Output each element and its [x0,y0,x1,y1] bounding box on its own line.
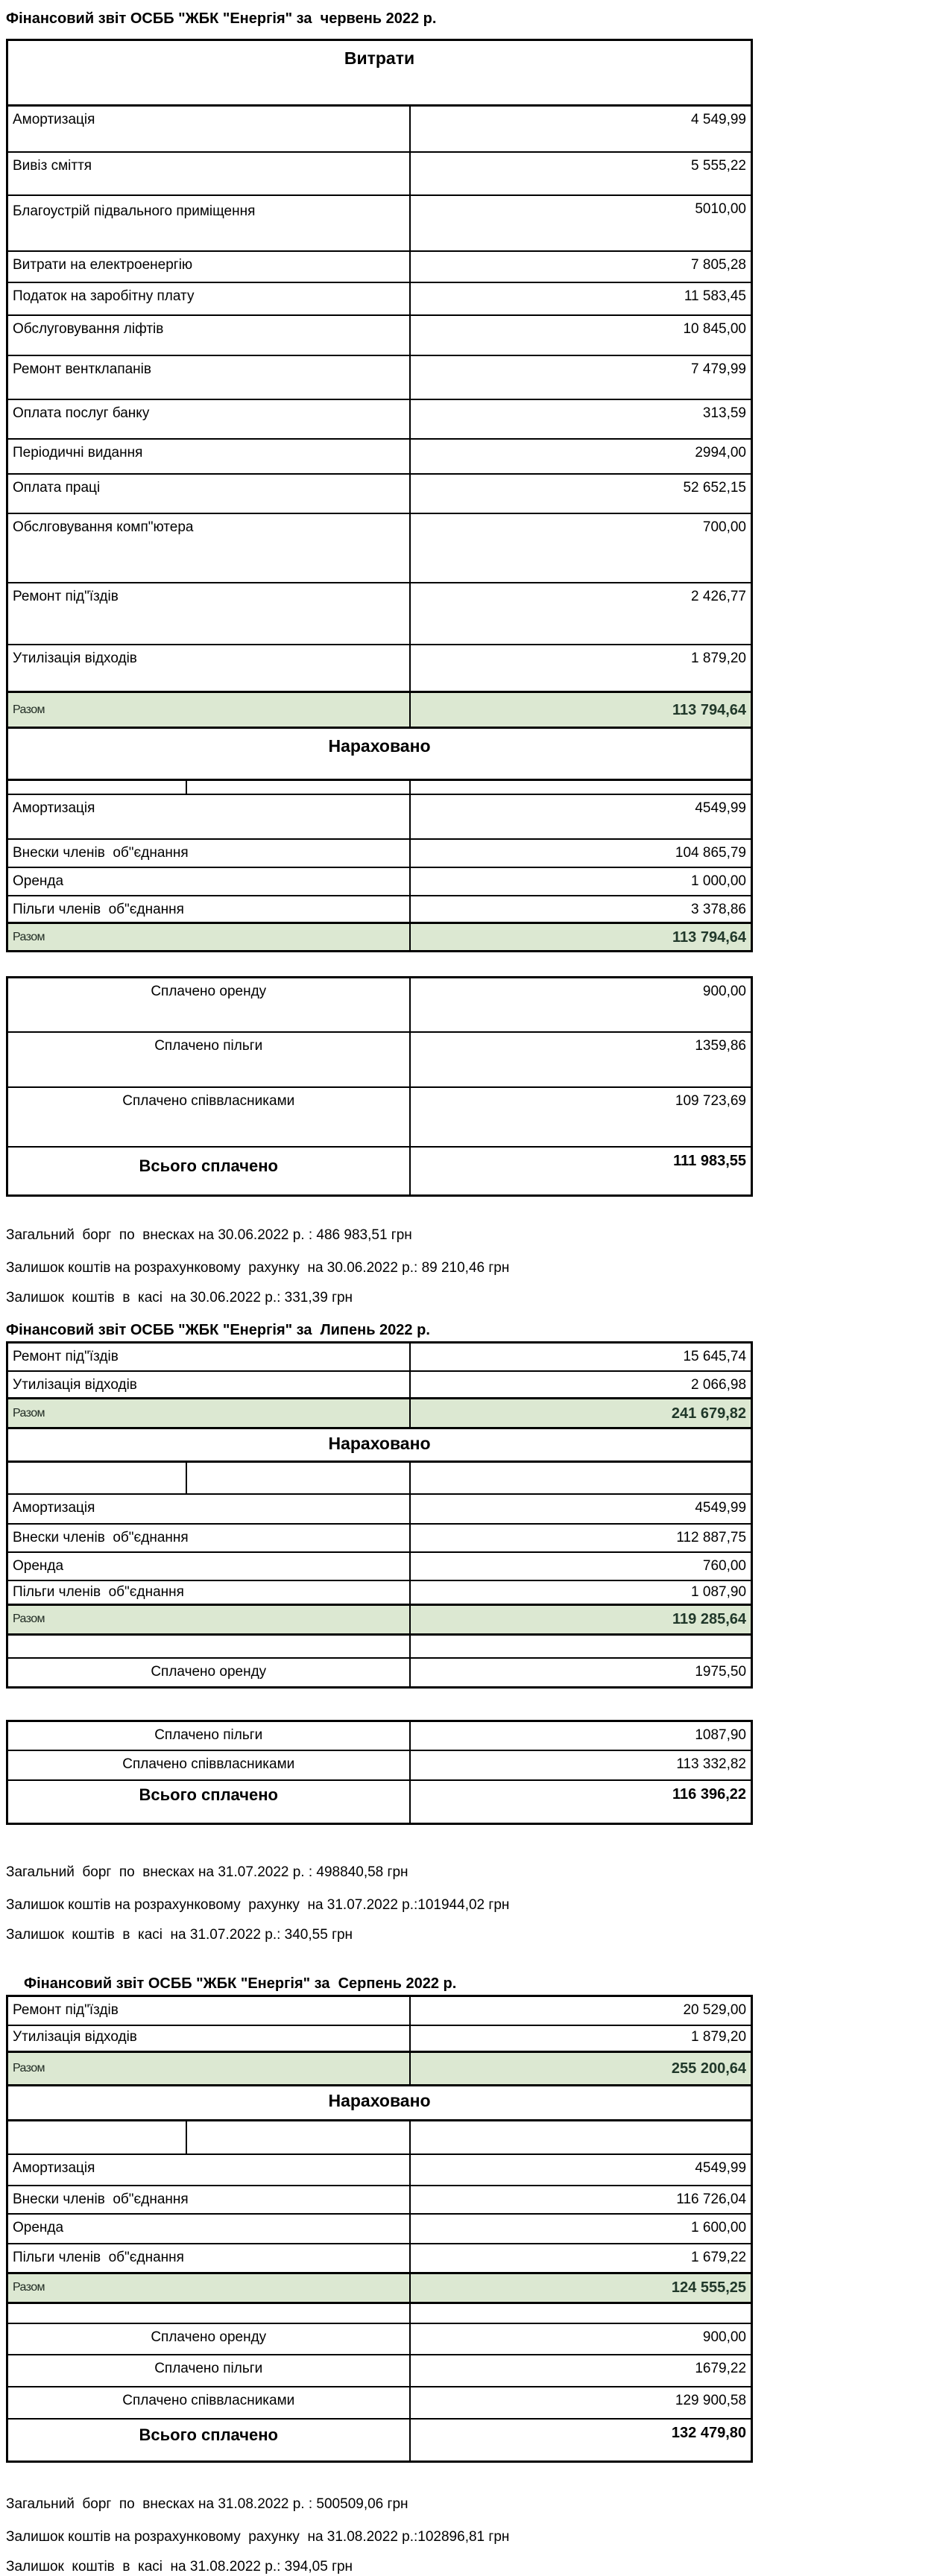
notes-august [6,2496,937,2576]
row-value: 5 555,22 [410,152,752,195]
total-row [7,692,752,728]
row-label: Сплачено оренду [7,2323,410,2355]
row-label: Амортизація [7,2154,410,2186]
total-value: 124 555,25 [410,2273,752,2303]
total-label: Разом [7,2273,410,2303]
row-label: Ремонт під"їздів [7,583,410,645]
total-row [7,1604,752,1634]
row-value: 5010,00 [410,195,752,251]
table-row [7,2244,752,2273]
section-header-row [7,1428,752,1462]
row-label: Амортизація [7,1494,410,1524]
table-row [7,399,752,439]
spacer-cell [7,2303,410,2323]
spacer-cell [7,1462,186,1494]
table-row [7,106,752,152]
total-label: Разом [7,2051,410,2085]
row-value: 1 879,20 [410,645,752,692]
note-line: Загальний борг по внесках на 30.06.2022 р. : 486 983,51 грн [6,1227,412,1243]
row-value: 2994,00 [410,439,752,474]
row-value: 15 645,74 [410,1343,752,1371]
july-paid-table [6,1720,753,1825]
row-value: 900,00 [410,2323,752,2355]
row-value: 1 000,00 [410,867,752,896]
table-row [7,1996,752,2025]
row-label: Оренда [7,867,410,896]
august-main-table [6,1995,753,2463]
row-label: Сплачено співвласниками [7,1087,410,1147]
spacer-cell [410,2120,752,2154]
row-label: Сплачено оренду [7,978,410,1032]
total-row [7,1399,752,1428]
table-row [7,2214,752,2244]
row-label: Внески членів об"єднання [7,1524,410,1552]
table-row [7,1580,752,1605]
section-header-accrued: Нараховано [7,2085,752,2120]
total-label: Разом [7,1399,410,1428]
row-value: 113 332,82 [410,1750,752,1780]
row-value: 1975,50 [410,1658,752,1687]
section-header-accrued: Нараховано [7,728,752,780]
section-header-accrued: Нараховано [7,1428,752,1462]
table-row [7,794,752,839]
month-title-august: Фінансовий звіт ОСББ "ЖБК "Енергія" за Серпень 2022 р. [24,1975,457,1992]
row-value: 4549,99 [410,2154,752,2186]
row-label: Благоустрій підвального приміщення [7,195,410,251]
note-line: Залишок коштів в касі на 30.06.2022 р.: 331,39 грн [6,1290,353,1306]
table-row [7,978,752,1032]
table-row [7,645,752,692]
row-label: Сплачено пільги [7,1721,410,1750]
table-row [7,1658,752,1687]
table-row [7,513,752,583]
note-line: Залишок коштів в касі на 31.08.2022 р.: 394,05 грн [6,2558,353,2575]
table-row [7,152,752,195]
row-value: 52 652,15 [410,474,752,513]
row-label: Сплачено пільги [7,2355,410,2387]
grand-total-row [7,1147,752,1196]
total-value: 113 794,64 [410,923,752,952]
row-value: 1 600,00 [410,2214,752,2244]
row-value: 129 900,58 [410,2387,752,2419]
row-value: 1 679,22 [410,2244,752,2273]
row-label: Сплачено оренду [7,1658,410,1687]
spacer-cell [410,780,752,794]
total-row [7,2273,752,2303]
row-value: 1359,86 [410,1032,752,1087]
table-row [7,1750,752,1780]
row-label: Оплата послуг банку [7,399,410,439]
row-value: 1087,90 [410,1721,752,1750]
section-header-row [7,2085,752,2120]
total-row [7,2051,752,2085]
row-label: Утилізація відходів [7,645,410,692]
table-row [7,2186,752,2214]
section-header-expenses: Витрати [7,40,752,106]
table-row [7,896,752,923]
row-label: Оплата праці [7,474,410,513]
spacer-cell [7,1634,410,1658]
table-row [7,1494,752,1524]
row-label: Сплачено співвласниками [7,1750,410,1780]
spacer-cell [410,2303,752,2323]
row-label: Сплачено співвласниками [7,2387,410,2419]
table-row [7,1552,752,1580]
month-title-july: Фінансовий звіт ОСББ "ЖБК "Енергія" за Липень 2022 р. [6,1322,430,1338]
grand-total-label: Всього сплачено [7,2419,410,2461]
row-value: 4549,99 [410,1494,752,1524]
row-label: Внески членів об"єднання [7,839,410,867]
note-line: Загальний борг по внесках на 31.08.2022 р. : 500509,06 грн [6,2496,408,2512]
table-row [7,315,752,355]
row-value: 2 066,98 [410,1371,752,1399]
row-value: 20 529,00 [410,1996,752,2025]
notes-july [6,1864,937,1944]
row-value: 760,00 [410,1552,752,1580]
row-value: 900,00 [410,978,752,1032]
row-label: Пільги членів об"єднання [7,1580,410,1605]
spacer-cell [186,2120,410,2154]
grand-total-value: 132 479,80 [410,2419,752,2461]
table-row [7,1032,752,1087]
total-value: 241 679,82 [410,1399,752,1428]
total-row [7,923,752,952]
grand-total-value: 116 396,22 [410,1780,752,1823]
row-label: Ремонт під"їздів [7,1996,410,2025]
grand-total-label: Всього сплачено [7,1780,410,1823]
row-label: Оренда [7,1552,410,1580]
row-value: 7 805,28 [410,251,752,282]
spacer-split-row [7,1462,752,1494]
spacer-row [7,2303,752,2323]
row-label: Пільги членів об"єднання [7,2244,410,2273]
row-value: 104 865,79 [410,839,752,867]
note-line: Залишок коштів на розрахунковому рахунку на 31.08.2022 р.:102896,81 грн [6,2528,510,2545]
spacer-cell [410,1462,752,1494]
section-header-row [7,40,752,106]
spacer-cell [186,1462,410,1494]
table-row [7,1087,752,1147]
table-row [7,355,752,399]
table-row [7,474,752,513]
note-line: Залишок коштів на розрахунковому рахунку на 30.06.2022 р.: 89 210,46 грн [6,1260,510,1276]
row-value: 1 879,20 [410,2025,752,2051]
table-row [7,195,752,251]
spacer-split-row [7,780,752,794]
row-value: 109 723,69 [410,1087,752,1147]
table-row [7,1371,752,1399]
total-label: Разом [7,923,410,952]
row-label: Ремонт вентклапанів [7,355,410,399]
spacer-cell [186,780,410,794]
row-value: 1679,22 [410,2355,752,2387]
note-line: Залишок коштів в касі на 31.07.2022 р.: 340,55 грн [6,1926,353,1943]
table-row [7,1343,752,1371]
table-row [7,867,752,896]
table-row [7,2387,752,2419]
spacer-row [7,1634,752,1658]
table-row [7,1721,752,1750]
row-label: Витрати на електроенергію [7,251,410,282]
row-label: Внески членів об"єднання [7,2186,410,2214]
row-label: Обслуговування ліфтів [7,315,410,355]
row-value: 7 479,99 [410,355,752,399]
row-value: 112 887,75 [410,1524,752,1552]
row-value: 10 845,00 [410,315,752,355]
table-row [7,2323,752,2355]
row-value: 313,59 [410,399,752,439]
spacer-cell [410,1634,752,1658]
table-row [7,282,752,315]
grand-total-row [7,2419,752,2461]
row-value: 11 583,45 [410,282,752,315]
row-label: Утилізація відходів [7,1371,410,1399]
july-main-table [6,1341,753,1689]
spacer-split-row [7,2120,752,2154]
total-value: 119 285,64 [410,1604,752,1634]
row-value: 2 426,77 [410,583,752,645]
row-value: 1 087,90 [410,1580,752,1605]
row-label: Амортизація [7,794,410,839]
row-label: Обслговування комп"ютера [7,513,410,583]
total-value: 255 200,64 [410,2051,752,2085]
row-label: Амортизація [7,106,410,152]
row-value: 700,00 [410,513,752,583]
table-row [7,1524,752,1552]
total-label: Разом [7,1604,410,1634]
total-label: Разом [7,692,410,728]
grand-total-row [7,1780,752,1823]
table-row [7,251,752,282]
section-header-row [7,728,752,780]
june-main-table [6,39,753,952]
row-label: Ремонт під"їздів [7,1343,410,1371]
table-row [7,2025,752,2051]
notes-june [6,1227,937,1307]
row-value: 116 726,04 [410,2186,752,2214]
table-row [7,839,752,867]
spacer-cell [7,2120,186,2154]
row-label: Вивіз сміття [7,152,410,195]
table-row [7,2355,752,2387]
row-value: 4549,99 [410,794,752,839]
table-row [7,2154,752,2186]
note-line: Залишок коштів на розрахунковому рахунку на 31.07.2022 р.:101944,02 грн [6,1896,510,1913]
spacer-cell [7,780,186,794]
row-label: Сплачено пільги [7,1032,410,1087]
row-label: Оренда [7,2214,410,2244]
row-value: 4 549,99 [410,106,752,152]
note-line: Загальний борг по внесках на 31.07.2022 р. : 498840,58 грн [6,1864,408,1880]
total-value: 113 794,64 [410,692,752,728]
grand-total-label: Всього сплачено [7,1147,410,1196]
row-label: Податок на заробітну плату [7,282,410,315]
table-row [7,583,752,645]
table-row [7,439,752,474]
june-paid-table [6,976,753,1197]
row-label: Пільги членів об"єднання [7,896,410,923]
month-title-june: Фінансовий звіт ОСББ "ЖБК "Енергія" за червень 2022 р. [6,10,437,27]
row-label: Утилізація відходів [7,2025,410,2051]
grand-total-value: 111 983,55 [410,1147,752,1196]
row-label: Періодичні видання [7,439,410,474]
row-value: 3 378,86 [410,896,752,923]
